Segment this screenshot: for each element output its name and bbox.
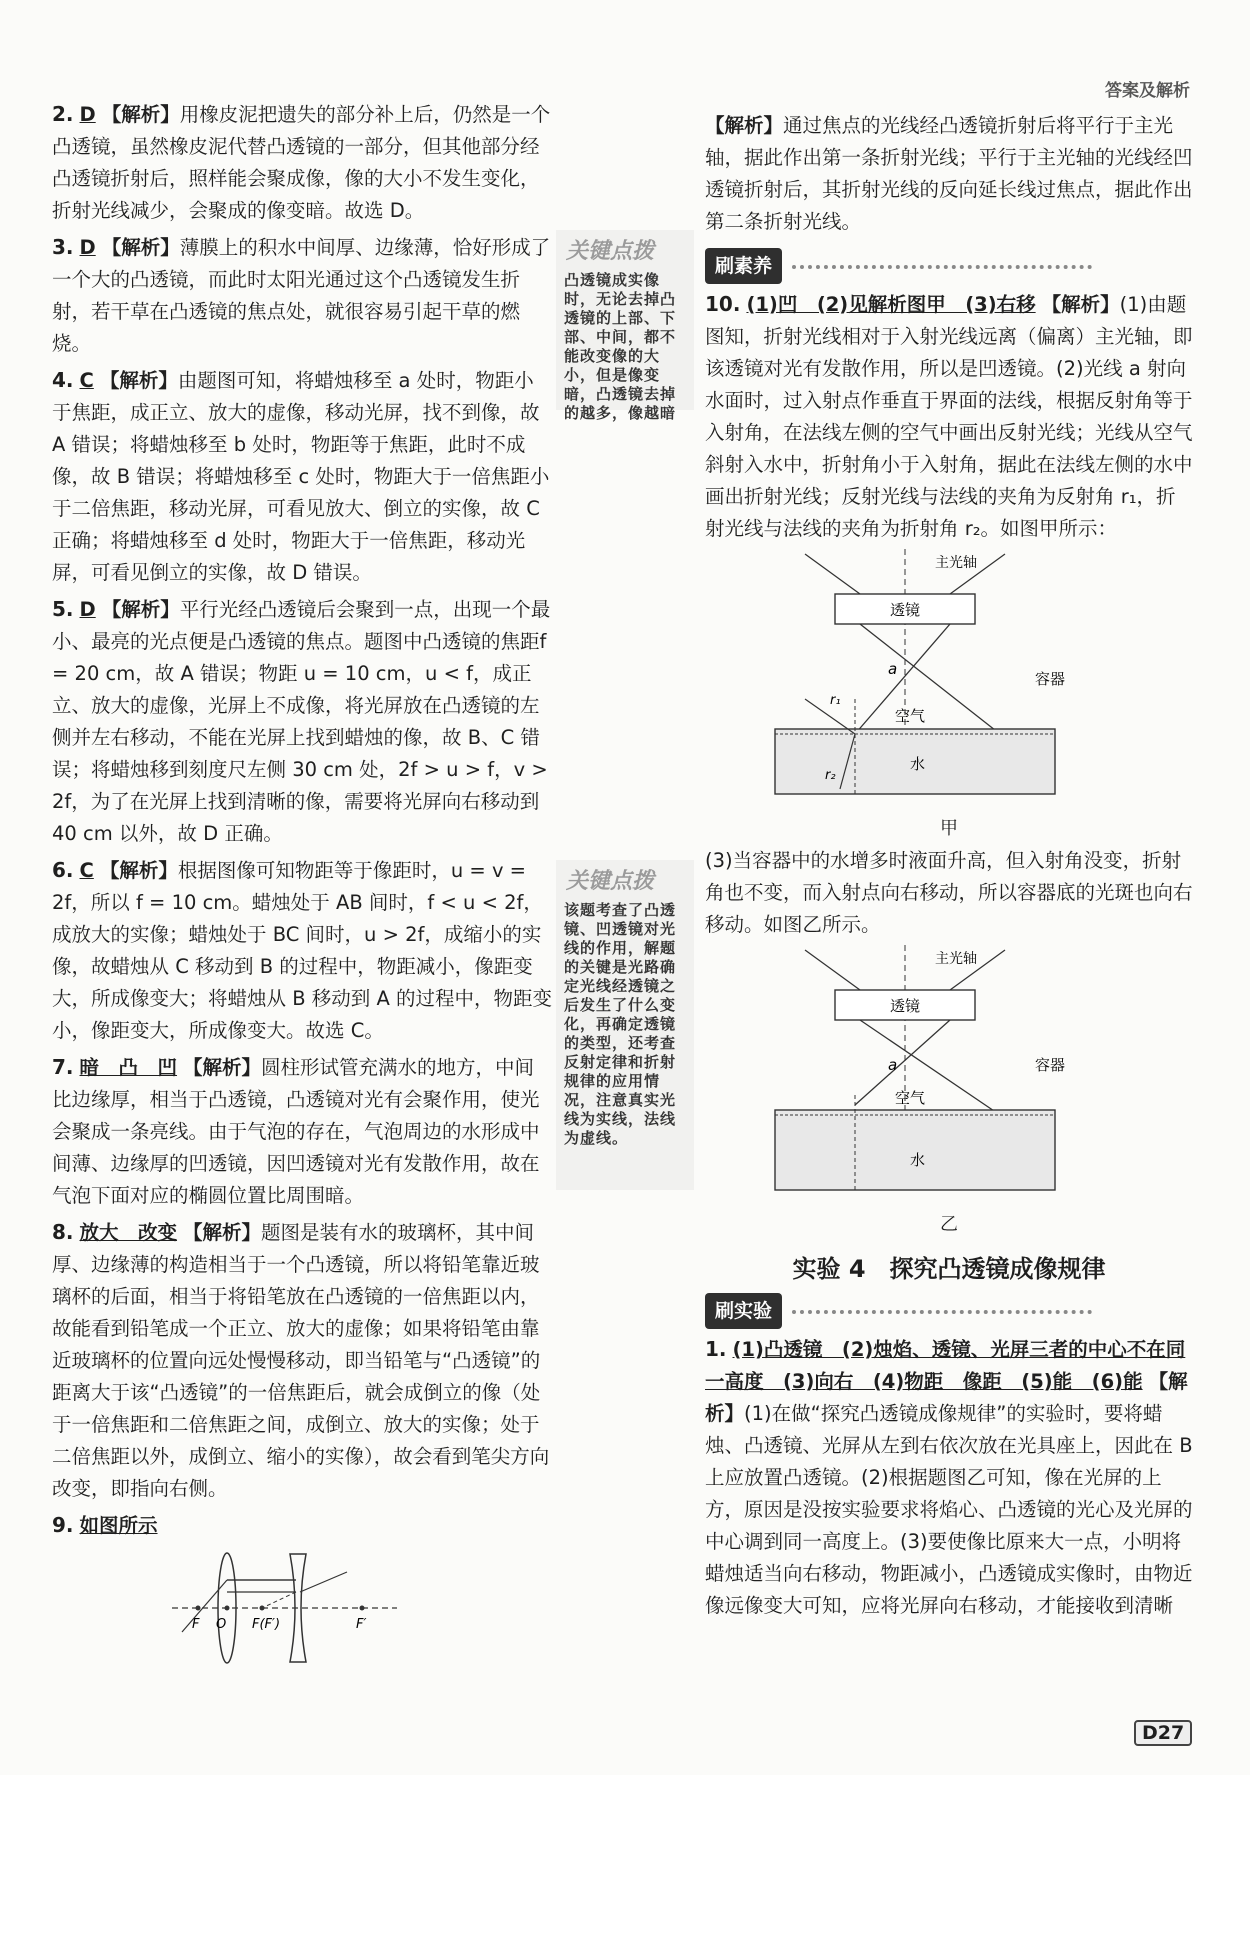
left-column	[52, 98, 552, 1680]
svg-text:a: a	[888, 1056, 898, 1074]
question-10-part-3: (3)当容器中的水增多时液面升高，但入射角没变，折射角也不变，而入射点向右移动，所以容器底的光斑也向右移动。如图乙所示。	[705, 849, 1193, 936]
label-o: O	[216, 1617, 227, 1632]
svg-text:a: a	[888, 660, 898, 678]
figure-jia-label: 甲	[940, 818, 958, 839]
section-header-shiyan: 刷实验	[705, 1293, 1193, 1329]
question-9: 9. 如图所示	[52, 1509, 552, 1542]
svg-text:水: 水	[910, 1151, 926, 1169]
svg-text:容器: 容器	[1035, 1056, 1066, 1074]
svg-text:透镜: 透镜	[889, 601, 921, 619]
answer: C	[79, 859, 94, 882]
question-3: 3. D 【解析】薄膜上的积水中间厚、边缘薄，恰好形成了一个大的凸透镜，而此时太阳光通过这个凸透镜发生折射，若干草在凸透镜的焦点处，就很容易引起干草的燃烧。	[52, 235, 551, 355]
answer: 如图所示	[79, 1514, 158, 1537]
answer: (1)凹 (2)见解析图甲 (3)右移	[746, 293, 1036, 316]
question-6: 6. C 【解析】根据图像可知物距等于像距时，u = v = 2f，所以 f = 10 cm。蜡烛处于 AB 间时，f < u < 2f，成放大的实像；蜡烛处于 BC 间时，u > 2f，成缩小的实像，故蜡烛从 C 移动到 B 的过程中，物距减小，像距变大，所成像变大；将蜡烛从 B 移动到 A 的过程中，物距变小，像距变大，所成像变大。故选 C。	[52, 858, 553, 1042]
key-point-note-1: 关键点拨 凸透镜成实像时，无论去掉凸透镜的上部、下部、中间，都不能改变像的大小，但是像变暗，凸透镜去掉的越多，像越暗	[556, 230, 694, 410]
label-f-left: F	[192, 1617, 200, 1632]
answer: D	[79, 598, 96, 621]
figure-9-lens-diagram	[172, 1550, 402, 1670]
svg-text:容器: 容器	[1035, 670, 1066, 688]
answer: D	[79, 236, 96, 259]
svg-text:空气: 空气	[895, 1089, 926, 1107]
svg-text:空气: 空气	[895, 707, 926, 725]
experiment-heading: 实验 4 探究凸透镜成像规律	[792, 1255, 1106, 1283]
figure-jia	[745, 549, 1145, 799]
question-10: 10. (1)凹 (2)见解析图甲 (3)右移 【解析】(1)由题图知，折射光线相对于入射光线远离（偏离）主光轴，即该透镜对光有发散作用，所以是凹透镜。(2)光线 a 射向水面时，过入射点作垂直于界面的法线，根据反射角等于入射角，在法线左侧的空气中画出反射光线；光线从空气斜射入水中，折射角小于入射角，据此在法线左侧的水中画出折射光线；反射光线与法线的夹角为反射角 r₁，折射光线与法线的夹角为折射角 r₂。如图甲所示：	[705, 292, 1193, 540]
svg-text:主光轴: 主光轴	[935, 951, 977, 967]
figure-yi	[745, 945, 1145, 1195]
svg-text:r₂: r₂	[825, 768, 836, 783]
answer: 暗 凸 凹	[79, 1056, 178, 1079]
question-5: 5. D 【解析】平行光经凸透镜后会聚到一点，出现一个最小、最亮的光点便是凸透镜的焦点。题图中凸透镜的焦距f = 20 cm，故 A 错误；物距 u = 10 cm，u < f，成正立、放大的虚像，光屏上不成像，将光屏放在凸透镜的左侧并左右移动，不能在光屏上找到蜡烛的像，故 B、C 错误；将蜡烛移到刻度尺左侧 30 cm 处，2f > u > f，v > 2f，为了在光屏上找到清晰的像，需要将光屏向右移动到 40 cm 以外，故 D 正确。	[52, 597, 551, 845]
label-f-right: F′	[356, 1617, 367, 1632]
svg-text:透镜: 透镜	[889, 997, 921, 1015]
figure-yi-label: 乙	[940, 1214, 958, 1235]
right-column	[705, 110, 1193, 1626]
question-9-explanation: 【解析】通过焦点的光线经凸透镜折射后将平行于主光轴，据此作出第一条折射光线；平行于主光轴的光线经凹透镜折射后，其折射光线的反向延长线过焦点，据此作出第二条折射光线。	[705, 114, 1193, 233]
question-4: 4. C 【解析】由题图可知，将蜡烛移至 a 处时，物距小于焦距，成正立、放大的虚像，移动光屏，找不到像，故 A 错误；将蜡烛移至 b 处时，物距等于焦距，此时不成像，故 B 错误；将蜡烛移至 c 处时，物距大于一倍焦距小于二倍焦距，移动光屏，可看见放大、倒立的实像，故 C 正确；将蜡烛移至 d 处时，物距大于一倍焦距，移动光屏，可看见倒立的实像，故 D 错误。	[52, 368, 550, 584]
experiment-question-1: 1. (1)凸透镜 (2)烛焰、透镜、光屏三者的中心不在同一高度 (3)向右 (4)物距 像距 (5)能 (6)能 【解析】(1)在做“探究凸透镜成像规律”的实验时，要将蜡烛、凸透镜、光屏从左到右依次放在光具座上，因此在 B 上应放置凸透镜。(2)根据题图乙可知，像在光屏的上方，原因是没按实验要求将焰心、凸透镜的光心及光屏的中心调到同一高度上。(3)要使像比原来大一点，小明将蜡烛适当向右移动，物距减小，凸透镜成实像时，由物近像远像变大可知，应将光屏向右移动，才能接收到清晰	[705, 1337, 1193, 1617]
svg-text:水: 水	[910, 755, 926, 773]
label-f-mid: F(F′)	[252, 1617, 281, 1632]
svg-text:主光轴: 主光轴	[935, 555, 977, 571]
answer: (1)凸透镜 (2)烛焰、透镜、光屏三者的中心不在同一高度 (3)向右 (4)物距 像距 (5)能 (6)能	[705, 1338, 1186, 1393]
answer: D	[79, 103, 96, 126]
question-7: 7. 暗 凸 凹 【解析】圆柱形试管充满水的地方，中间比边缘厚，相当于凸透镜，凸透镜对光有会聚作用，使光会聚成一条亮线。由于气泡的存在，气泡周边的水形成中间薄、边缘厚的凹透镜，因凹透镜对光有发散作用，故在气泡下面对应的椭圆位置比周围暗。	[52, 1055, 540, 1207]
svg-text:r₁: r₁	[830, 693, 841, 708]
question-2: 2. D 【解析】用橡皮泥把遗失的部分补上后，仍然是一个凸透镜，虽然橡皮泥代替凸透镜的一部分，但其他部分经凸透镜折射后，照样能会聚成像，像的大小不发生变化，折射光线减少，会聚成的像变暗。故选 D。	[52, 102, 551, 222]
header-title: 答案及解析	[1105, 81, 1190, 101]
answer: 放大 改变	[79, 1221, 178, 1244]
page-number: D27	[1134, 1720, 1192, 1746]
question-8: 8. 放大 改变 【解析】题图是装有水的玻璃杯，其中间厚、边缘薄的构造相当于一个凸透镜，所以将铅笔靠近玻璃杯的后面，相当于将铅笔放在凸透镜的一倍焦距以内，故能看到铅笔成一个正立、放大的虚像；如果将铅笔由靠近玻璃杯的位置向远处慢慢移动，即当铅笔与“凸透镜”的距离大于该“凸透镜”的一倍焦距后，就会成倒立的像（处于一倍焦距和二倍焦距之间，成倒立、放大的实像；处于二倍焦距以外，成倒立、缩小的实像），故会看到笔尖方向改变，即指向右侧。	[52, 1220, 550, 1500]
section-header-sushuyang: 刷素养	[705, 248, 1193, 284]
key-point-note-2: 关键点拨 该题考查了凸透镜、凹透镜对光线的作用，解题的关键是光路确定光线经透镜之后发生了什么变化，再确定透镜的类型，还考查反射定律和折射规律的应用情况，注意真实光线为实线，法线为虚线。	[556, 860, 694, 1190]
answer: C	[79, 369, 94, 392]
